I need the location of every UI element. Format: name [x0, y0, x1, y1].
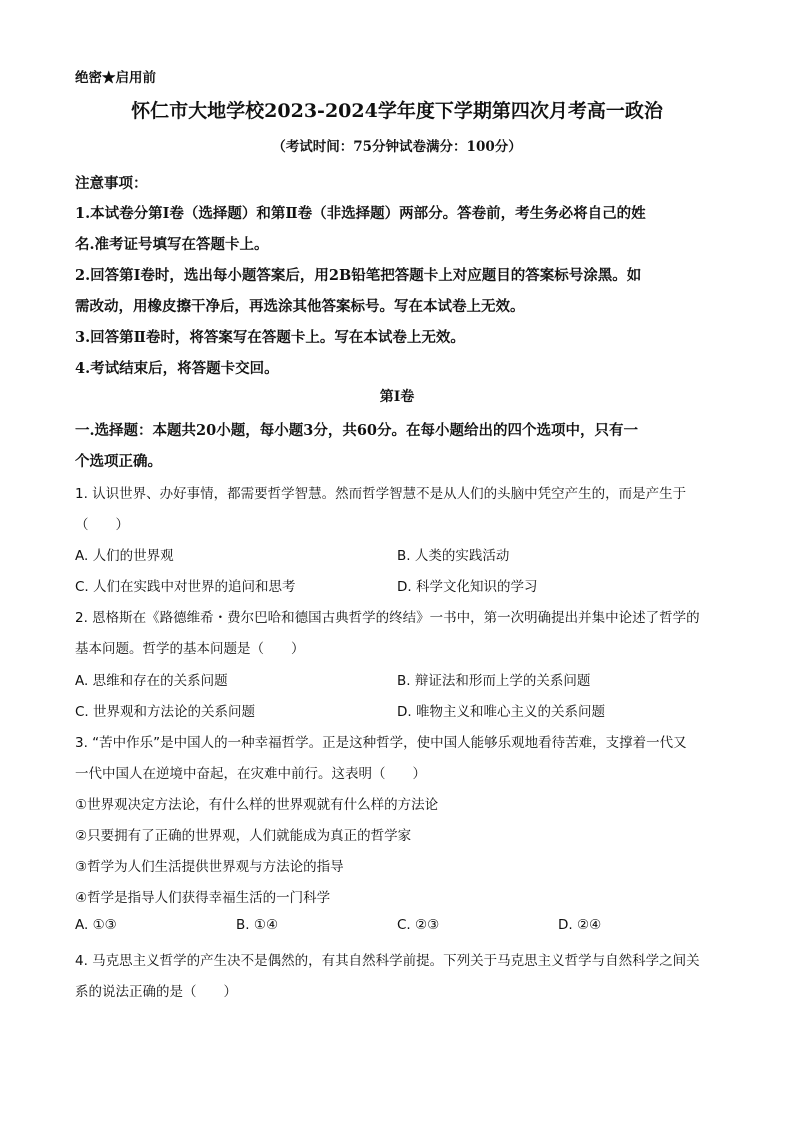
volume-heading: 第Ⅰ卷	[379, 389, 415, 405]
exam-title: 怀仁市大地学校2023-2024学年度下学期第四次月考高一政治	[131, 100, 663, 122]
question-3-statement: ③哲学为人们生活提供世界观与方法论的指导	[75, 859, 344, 875]
notes-line: 1.本试卷分第Ⅰ卷（选择题）和第Ⅱ卷（非选择题）两部分。答卷前，考生务必将自己的姓	[75, 205, 646, 222]
notes-line: 需改动，用橡皮擦干净后，再选涂其他答案标号。写在本试卷上无效。	[75, 298, 525, 315]
question-3-statement: ②只要拥有了正确的世界观，人们就能成为真正的哲学家	[75, 828, 412, 844]
exam-subtitle: （考试时间：75分钟试卷满分：100分）	[272, 139, 522, 155]
question-3-option-a: A. ①③	[75, 917, 117, 933]
notes-heading: 注意事项：	[75, 175, 148, 192]
section-instructions: 一.选择题：本题共20小题，每小题3分，共60分。在每小题给出的四个选项中，只有一	[75, 422, 638, 439]
notes-line: 名.准考证号填写在答题卡上。	[75, 236, 269, 253]
question-1-stem: 1. 认识世界、办好事情，都需要哲学智慧。然而哲学智慧不是从人们的头脑中凭空产生的，而是产生于	[75, 486, 687, 502]
question-2-option-c: C. 世界观和方法论的关系问题	[75, 704, 256, 720]
question-3-option-b: B. ①④	[236, 917, 279, 933]
question-2-option-d: D. 唯物主义和唯心主义的关系问题	[397, 704, 605, 720]
question-2-option-b: B. 辩证法和形而上学的关系问题	[397, 673, 591, 689]
question-4-stem: 系的说法正确的是（ ）	[75, 984, 237, 1000]
question-4-stem: 4. 马克思主义哲学的产生决不是偶然的，有其自然科学前提。下列关于马克思主义哲学与自然科学之间关	[75, 953, 700, 969]
question-3-option-c: C. ②③	[397, 917, 440, 933]
notes-line: 2.回答第Ⅰ卷时，选出每小题答案后，用2B铅笔把答题卡上对应题目的答案标号涂黑。如	[75, 267, 642, 284]
question-3-statement: ①世界观决定方法论，有什么样的世界观就有什么样的方法论	[75, 797, 439, 813]
question-3-option-d: D. ②④	[558, 917, 602, 933]
question-2-stem: 2. 恩格斯在《路德维希・费尔巴哈和德国古典哲学的终结》一书中，第一次明确提出并集中论述了哲学的	[75, 610, 700, 626]
notes-line: 3.回答第Ⅱ卷时，将答案写在答题卡上。写在本试卷上无效。	[75, 329, 465, 346]
question-1-option-c: C. 人们在实践中对世界的追问和思考	[75, 579, 296, 595]
confidential-label: 绝密★启用前	[75, 70, 156, 86]
question-2-stem: 基本问题。哲学的基本问题是（ ）	[75, 641, 305, 657]
question-1-option-d: D. 科学文化知识的学习	[397, 579, 538, 595]
question-1-option-a: A. 人们的世界观	[75, 548, 174, 564]
section-instructions: 个选项正确。	[75, 453, 162, 470]
question-2-option-a: A. 思维和存在的关系问题	[75, 673, 228, 689]
question-1-stem: （ ）	[75, 517, 129, 533]
question-3-statement: ④哲学是指导人们获得幸福生活的一门科学	[75, 890, 331, 906]
question-3-stem: 一代中国人在逆境中奋起，在灾难中前行。这表明（ ）	[75, 766, 426, 782]
notes-line: 4.考试结束后，将答题卡交回。	[75, 360, 279, 377]
question-3-stem: 3. “苦中作乐”是中国人的一种幸福哲学。正是这种哲学，使中国人能够乐观地看待苦难，支撑着一代又	[75, 735, 687, 751]
question-1-option-b: B. 人类的实践活动	[397, 548, 510, 564]
